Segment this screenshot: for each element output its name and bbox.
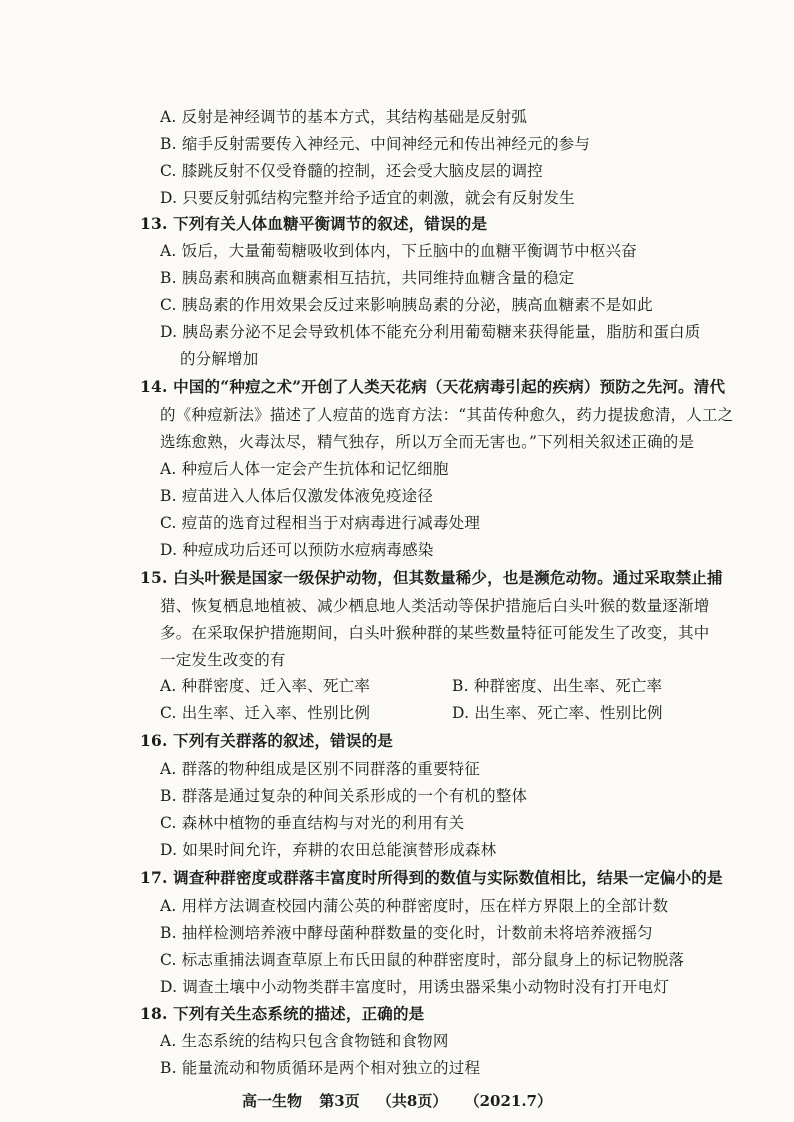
text-line: C. 标志重捕法调查草原上布氏田鼠的种群密度时，部分鼠身上的标记物脱落: [160, 951, 685, 969]
text-line: A. 种群密度、迁入率、死亡率: [160, 677, 371, 695]
text-line: 的《种痘新法》描述了人痘苗的选育方法：“其苗传种愈久，药力提拔愈清，人工之: [160, 406, 734, 424]
page-footer: [0, 1090, 794, 1111]
text-line: D. 如果时间允许，弃耕的农田总能演替形成森林: [160, 841, 497, 859]
question-stem: 16. 下列有关群落的叙述，错误的是: [140, 731, 393, 750]
question-stem: 15. 白头叶猴是国家一级保护动物，但其数量稀少，也是濒危动物。通过采取禁止捕: [140, 568, 723, 587]
text-line: B. 缩手反射需要传入神经元、中间神经元和传出神经元的参与: [160, 135, 591, 153]
text-line: A. 反射是神经调节的基本方式，其结构基础是反射弧: [160, 108, 528, 126]
text-line: B. 群落是通过复杂的种间关系形成的一个有机的整体: [160, 787, 528, 805]
text-line: B. 胰岛素和胰高血糖素相互拮抗，共同维持血糖含量的稳定: [160, 269, 575, 287]
question-stem: 17. 调查种群密度或群落丰富度时所得到的数值与实际数值相比，结果一定偏小的是: [140, 868, 723, 887]
text-line: 选练愈熟，火毒汰尽，精气独存，所以万全而无害也。”下列相关叙述正确的是: [160, 433, 695, 451]
text-line: B. 抽样检测培养液中酵母菌种群数量的变化时，计数前未将培养液摇匀: [160, 924, 653, 942]
text-line: D. 出生率、死亡率、性别比例: [452, 704, 663, 722]
footer-total: （共8页）: [376, 1092, 448, 1110]
text-line: C. 森林中植物的垂直结构与对光的利用有关: [160, 814, 465, 832]
question-stem: 13. 下列有关人体血糖平衡调节的叙述，错误的是: [140, 214, 488, 233]
text-line: B. 痘苗进入人体后仅激发体液免疫途径: [160, 487, 434, 505]
footer-date: （2021.7）: [464, 1092, 552, 1110]
text-line: A. 饭后，大量葡萄糖吸收到体内，下丘脑中的血糖平衡调节中枢兴奋: [160, 242, 637, 260]
footer-page: 第3页: [319, 1092, 360, 1110]
text-line: B. 能量流动和物质循环是两个相对独立的过程: [160, 1059, 481, 1077]
question-stem: 18. 下列有关生态系统的描述，正确的是: [140, 1004, 425, 1023]
text-line: D. 调查土壤中小动物类群丰富度时，用诱虫器采集小动物时没有打开电灯: [160, 978, 670, 996]
text-line: D. 胰岛素分泌不足会导致机体不能充分利用葡萄糖来获得能量，脂肪和蛋白质: [160, 323, 701, 341]
text-line: A. 群落的物种组成是区别不同群落的重要特征: [160, 760, 480, 778]
text-line: 猎、恢复栖息地植被、减少栖息地人类活动等保护措施后白头叶猴的数量逐渐增: [160, 597, 710, 615]
text-line: C. 胰岛素的作用效果会反过来影响胰岛素的分泌，胰高血糖素不是如此: [160, 296, 653, 314]
text-line: 的分解增加: [180, 350, 259, 368]
text-line: 多。在采取保护措施期间，白头叶猴种群的某些数量特征可能发生了改变，其中: [160, 624, 710, 642]
text-line: A. 用样方法调查校园内蒲公英的种群密度时，压在样方界限上的全部计数: [160, 897, 669, 915]
question-stem: 14. 中国的“种痘之术”开创了人类天花病（天花病毒引起的疾病）预防之先河。清代: [140, 377, 726, 396]
text-line: C. 膝跳反射不仅受脊髓的控制，还会受大脑皮层的调控: [160, 162, 543, 180]
text-line: A. 种痘后人体一定会产生抗体和记忆细胞: [160, 460, 449, 478]
footer-subject: 高一生物: [241, 1092, 302, 1110]
text-line: C. 痘苗的选育过程相当于对病毒进行减毒处理: [160, 514, 481, 532]
text-line: 一定发生改变的有: [160, 651, 286, 669]
text-line: A. 生态系统的结构只包含食物链和食物网: [160, 1032, 449, 1050]
text-line: D. 种痘成功后还可以预防水痘病毒感染: [160, 541, 434, 559]
text-line: D. 只要反射弧结构完整并给予适宜的刺激，就会有反射发生: [160, 189, 575, 207]
text-line: B. 种群密度、出生率、死亡率: [452, 677, 663, 695]
text-line: C. 出生率、迁入率、性别比例: [160, 704, 371, 722]
